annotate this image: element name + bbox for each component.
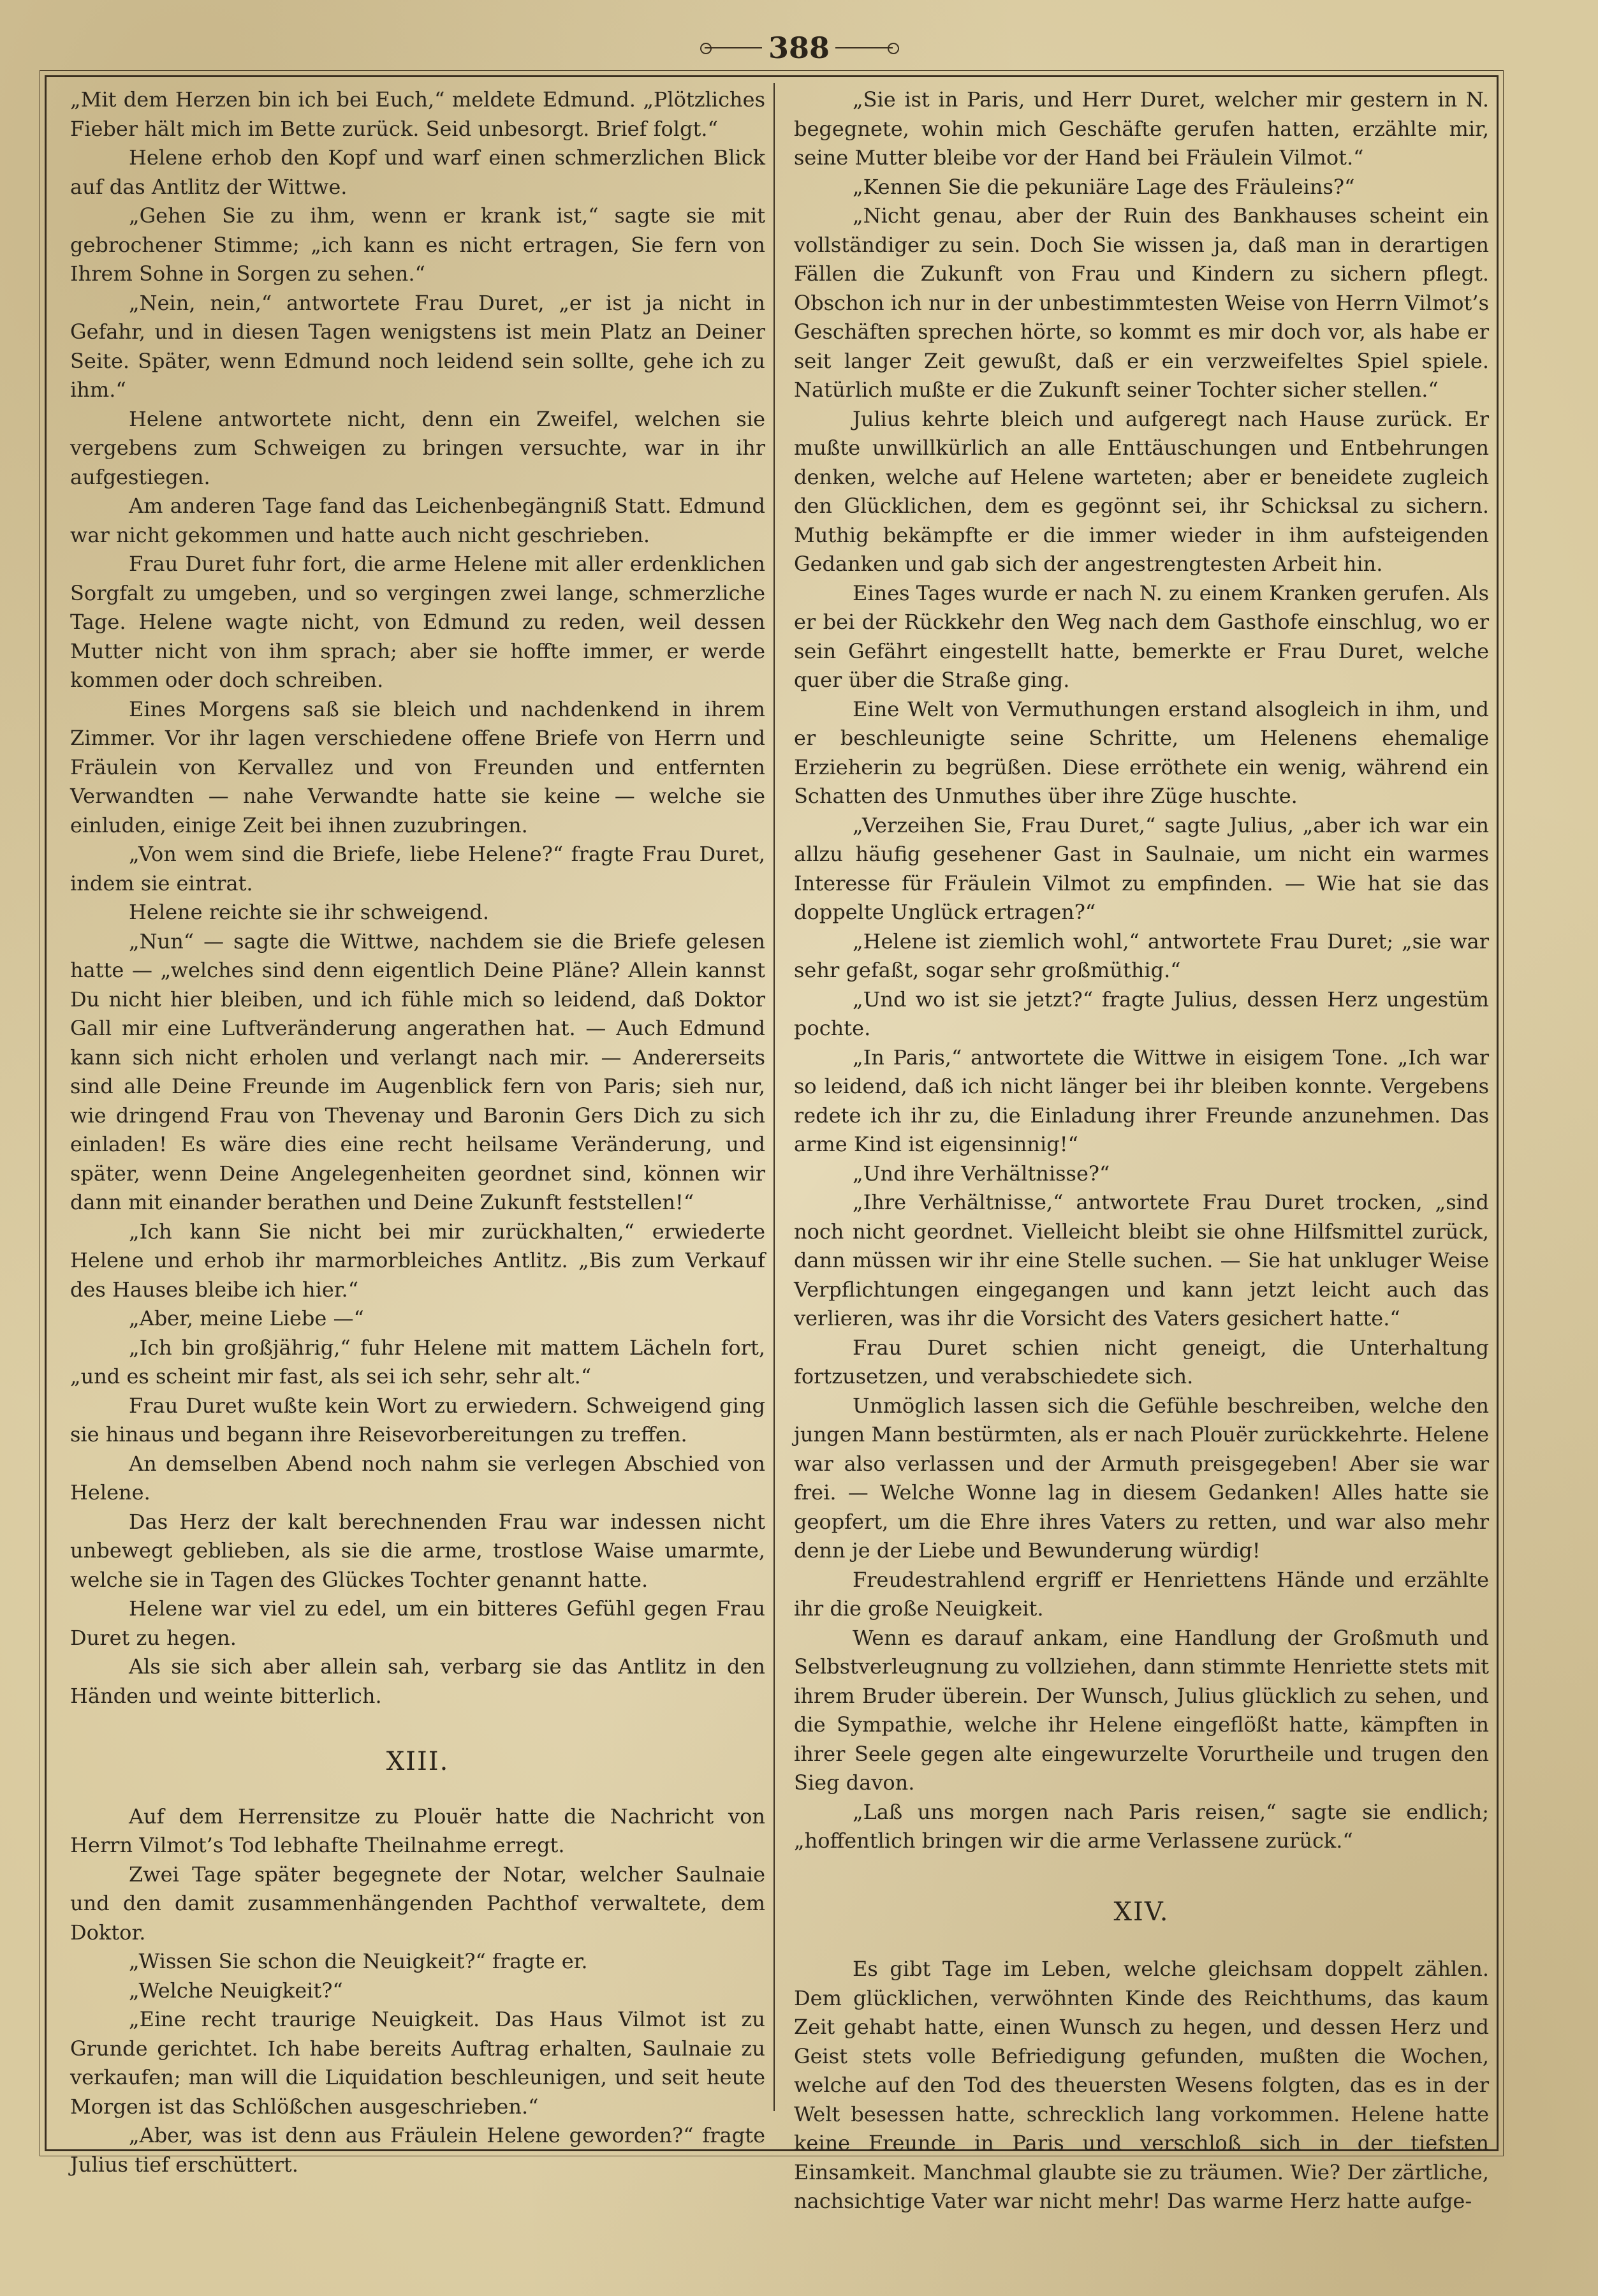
paragraph: „Laß uns morgen nach Paris reisen,“ sagte sie endlich; „hoffentlich bringen wir die arme Verlassene zurück.“ — [794, 1799, 1489, 1853]
paragraph: „Nicht genau, aber der Ruin des Bankhauses scheint ein vollständiger zu sein. Doch Sie wissen ja, daß man in derartigen Fällen die Zukunft von Frau und Kindern zu sichern pflegt. Obschon ich nur in der unbestimmtesten Weise von Herrn Vilmot’s Geschäften sprechen hörte, so kommt es mir doch vor, als habe er seit langer Zeit gewußt, daß er ein verzweifeltes Spiel spiele. Natürlich mußte er die Zukunft seiner Tochter sicher stellen.“ — [794, 203, 1489, 402]
paragraph: „Aber, was ist denn aus Fräulein Helene geworden?“ fragte Julius tief erschüttert. — [70, 2123, 765, 2177]
ornament-line-left — [705, 47, 762, 48]
paragraph: An demselben Abend noch nahm sie verlegen Abschied von Helene. — [70, 1451, 765, 1505]
paragraph: „Sie ist in Paris, und Herr Duret, welcher mir gestern in N. begegnete, wohin mich Geschäfte gerufen hatten, erzählte mir, seine Mutter bleibe vor der Hand bei Fräulein Vilmot.“ — [794, 87, 1489, 170]
chapter-heading-xiv: XIV. — [1113, 1897, 1169, 1927]
paragraph: Helene erhob den Kopf und warf einen schmerzlichen Blick auf das Antlitz der Wittwe. — [70, 145, 765, 199]
paragraph: „Nein, nein,“ antwortete Frau Duret, „er ist ja nicht in Gefahr, und in diesen Tagen wenigstens ist mein Platz an Deiner Seite. Später, wenn Edmund noch leidend sein sollte, gehe ich zu ihm.“ — [70, 290, 765, 402]
chapter-heading-xiii: XIII. — [386, 1747, 450, 1776]
ornament-line-right — [835, 47, 893, 48]
paragraph: „Wissen Sie schon die Neuigkeit?“ fragte er. — [129, 1949, 588, 1973]
paragraph: Eines Morgens saß sie bleich und nachdenkend in ihrem Zimmer. Vor ihr lagen verschiedene offene Briefe von Herrn und Fräulein von Kervallez und von Freunden und entfernten Verwandten — nahe Verwandte hatte sie keine — welche sie einluden, einige Zeit bei ihnen zuzubringen. — [70, 696, 765, 837]
paragraph: Das Herz der kalt berechnenden Frau war indessen nicht unbewegt geblieben, als sie die arme, trostlose Waise umarmte, welche sie in Tagen des Glückes Tochter genannt hatte. — [70, 1509, 765, 1592]
paragraph: „Von wem sind die Briefe, liebe Helene?“ fragte Frau Duret, indem sie eintrat. — [70, 842, 765, 895]
paragraph: Freudestrahlend ergriff er Henriettens Hände und erzählte ihr die große Neuigkeit. — [794, 1567, 1489, 1621]
paragraph: „Ihre Verhältnisse,“ antwortete Frau Duret trocken, „sind noch nicht geordnet. Vielleicht bleibt sie ohne Hilfsmittel zurück, dann müssen wir ihr eine Stelle suchen. — Sie hat unkluger Weise Verpflichtungen eingegangen und kann jetzt leicht auch das verlieren, was ihr die Vorsicht des Vaters gesichert hatte.“ — [794, 1190, 1489, 1330]
paragraph: „In Paris,“ antwortete die Wittwe in eisigem Tone. „Ich war so leidend, daß ich nicht länger bei ihr bleiben konnte. Vergebens redete ich ihr zu, die Einladung ihrer Freunde anzunehmen. Das arme Kind ist eigensinnig!“ — [794, 1045, 1489, 1156]
paragraph: „Kennen Sie die pekuniäre Lage des Fräuleins?“ — [853, 174, 1355, 199]
paragraph: Helene war viel zu edel, um ein bitteres Gefühl gegen Frau Duret zu hegen. — [70, 1596, 765, 1650]
paragraph: Helene antwortete nicht, denn ein Zweifel, welchen sie vergebens zum Schweigen zu bringen versuchte, war in ihr aufgestiegen. — [70, 406, 765, 489]
paragraph: „Und ihre Verhältnisse?“ — [853, 1161, 1110, 1186]
paragraph: Auf dem Herrensitze zu Plouër hatte die Nachricht von Herrn Vilmot’s Tod lebhafte Theilnahme erregt. — [70, 1804, 765, 1857]
paragraph: „Ich kann Sie nicht bei mir zurückhalten,“ erwiederte Helene und erhob ihr marmorbleiches Antlitz. „Bis zum Verkauf des Hauses bleibe ich hier.“ — [70, 1219, 765, 1302]
paragraph: Julius kehrte bleich und aufgeregt nach Hause zurück. Er mußte unwillkürlich an alle Enttäuschungen und Entbehrungen denken, welche auf Helene warteten; aber er beneidete zugleich den Glücklichen, dem es gegönnt sei, ihr Schicksal zu sichern. Muthig bekämpfte er die immer wieder in ihm aufsteigenden Gedanken und gab sich der angestrengtesten Arbeit hin. — [794, 406, 1489, 576]
paragraph: Helene reichte sie ihr schweigend. — [129, 900, 489, 924]
paragraph: Unmöglich lassen sich die Gefühle beschreiben, welche den jungen Mann bestürmten, als er nach Plouër zurückkehrte. Helene war also verlassen und der Armuth preisgegeben! Aber sie war frei. — Welche Wonne lag in diesem Gedanken! Alles hatte sie geopfert, um die Ehre ihres Vaters zu retten, und war also mehr denn je der Liebe und Bewunderung würdig! — [794, 1393, 1489, 1563]
page-number: 388 — [768, 31, 830, 65]
paragraph: „Nun“ — sagte die Wittwe, nachdem sie die Briefe gelesen hatte — „welches sind denn eigentlich Deine Pläne? Allein kannst Du nicht hier bleiben, und ich fühle mich so leidend, daß Doktor Gall mir eine Luftveränderung angerathen hat. — Auch Edmund kann sich nicht erholen und verlangt nach mir. — Andererseits sind alle Deine Freunde im Augenblick fern von Paris; sieh nur, wie dringend Frau von Thevenay und Baronin Gers Dich zu sich einladen! Es wäre dies eine recht heilsame Veränderung, und später, wenn Deine Angelegenheiten geordnet sind, können wir dann mit einander berathen und Deine Zukunft feststellen!“ — [70, 929, 765, 1214]
paragraph: Es gibt Tage im Leben, welche gleichsam doppelt zählen. Dem glücklichen, verwöhnten Kinde des Reichthums, das kaum Zeit gehabt hatte, einen Wunsch zu hegen, und dessen Herz und Geist stets volle Befriedigung gefunden, mußten die Wochen, welche auf den Tod des theuersten Wesens folgten, das es in der Welt besessen hatte, schrecklich lang vorkommen. Helene hatte keine Freunde in Paris und verschloß sich in der tiefsten Einsamkeit. Manchmal glaubte sie zu träumen. Wie? Der zärtliche, nachsichtige Vater war nicht mehr! Das warme Herz hatte aufge- — [794, 1957, 1489, 2213]
paragraph: „Helene ist ziemlich wohl,“ antwortete Frau Duret; „sie war sehr gefaßt, sogar sehr großmüthig.“ — [794, 929, 1489, 982]
left-column — [70, 85, 765, 2177]
paragraph: „Welche Neuigkeit?“ — [129, 1978, 343, 2003]
paragraph: „Eine recht traurige Neuigkeit. Das Haus Vilmot ist zu Grunde gerichtet. Ich habe bereits Auftrag erhalten, Saulnaie zu verkaufen; man will die Liquidation beschleunigen, und seit heute Morgen ist das Schlößchen ausgeschrieben.“ — [70, 2007, 765, 2119]
paragraph: „Ich bin großjährig,“ fuhr Helene mit mattem Lächeln fort, „und es scheint mir fast, als sei ich sehr, sehr alt.“ — [70, 1335, 765, 1388]
page-header — [0, 26, 1598, 70]
paragraph: Frau Duret wußte kein Wort zu erwiedern. Schweigend ging sie hinaus und begann ihre Reisevorbereitungen zu treffen. — [70, 1393, 765, 1446]
paragraph: „Gehen Sie zu ihm, wenn er krank ist,“ sagte sie mit gebrochener Stimme; „ich kann es nicht ertragen, Sie fern von Ihrem Sohne in Sorgen zu sehen.“ — [70, 203, 765, 286]
paragraph: Frau Duret fuhr fort, die arme Helene mit aller erdenklichen Sorgfalt zu umgeben, und so vergingen zwei lange, schmerzliche Tage. Helene wagte nicht, von Edmund zu reden, weil dessen Mutter nicht von ihm sprach; aber sie hoffte immer, er werde kommen oder doch schreiben. — [70, 552, 765, 692]
paragraph: Wenn es darauf ankam, eine Handlung der Großmuth und Selbstverleugnung zu vollziehen, dann stimmte Henriette stets mit ihrem Bruder überein. Der Wunsch, Julius glücklich zu sehen, und die Sympathie, welche ihr Helene eingeflößt hatte, kämpften in ihrer Seele gegen alte eingewurzelte Vorurtheile und trugen den Sieg davon. — [794, 1625, 1489, 1795]
paragraph: Frau Duret schien nicht geneigt, die Unterhaltung fortzusetzen, und verabschiedete sich. — [794, 1335, 1489, 1388]
paragraph: „Aber, meine Liebe —“ — [129, 1306, 364, 1330]
ornament-flourish-left — [700, 43, 712, 54]
paragraph: Als sie sich aber allein sah, verbarg sie das Antlitz in den Händen und weinte bitterlich. — [70, 1654, 765, 1708]
ornament-flourish-right — [888, 43, 899, 54]
paragraph: Eine Welt von Vermuthungen erstand alsogleich in ihm, und er beschleunigte seine Schritte, um Helenens ehemalige Erzieherin zu begrüßen. Diese erröthete ein wenig, während ein Schatten des Unmuthes über ihre Züge huschte. — [794, 696, 1489, 808]
column-divider — [773, 83, 775, 2111]
paragraph: „Mit dem Herzen bin ich bei Euch,“ meldete Edmund. „Plötzliches Fieber hält mich im Bette zurück. Seid unbesorgt. Brief folgt.“ — [70, 87, 765, 141]
right-column — [794, 85, 1489, 2213]
paragraph: Eines Tages wurde er nach N. zu einem Kranken gerufen. Als er bei der Rückkehr den Weg nach dem Gasthofe einschlug, wo er sein Gefährt eingestellt hatte, bemerkte er Frau Duret, welche quer über die Straße ging. — [794, 580, 1489, 692]
paragraph: „Und wo ist sie jetzt?“ fragte Julius, dessen Herz ungestüm pochte. — [794, 987, 1489, 1040]
paragraph: „Verzeihen Sie, Frau Duret,“ sagte Julius, „aber ich war ein allzu häufig gesehener Gast in Saulnaie, um nicht ein warmes Interesse für Fräulein Vilmot zu empfinden. — Wie hat sie das doppelte Unglück ertragen?“ — [794, 813, 1489, 924]
paragraph: Zwei Tage später begegnete der Notar, welcher Saulnaie und den damit zusammenhängenden Pachthof verwaltete, dem Doktor. — [70, 1862, 765, 1945]
paragraph: Am anderen Tage fand das Leichenbegängniß Statt. Edmund war nicht gekommen und hatte auch nicht geschrieben. — [70, 494, 765, 547]
